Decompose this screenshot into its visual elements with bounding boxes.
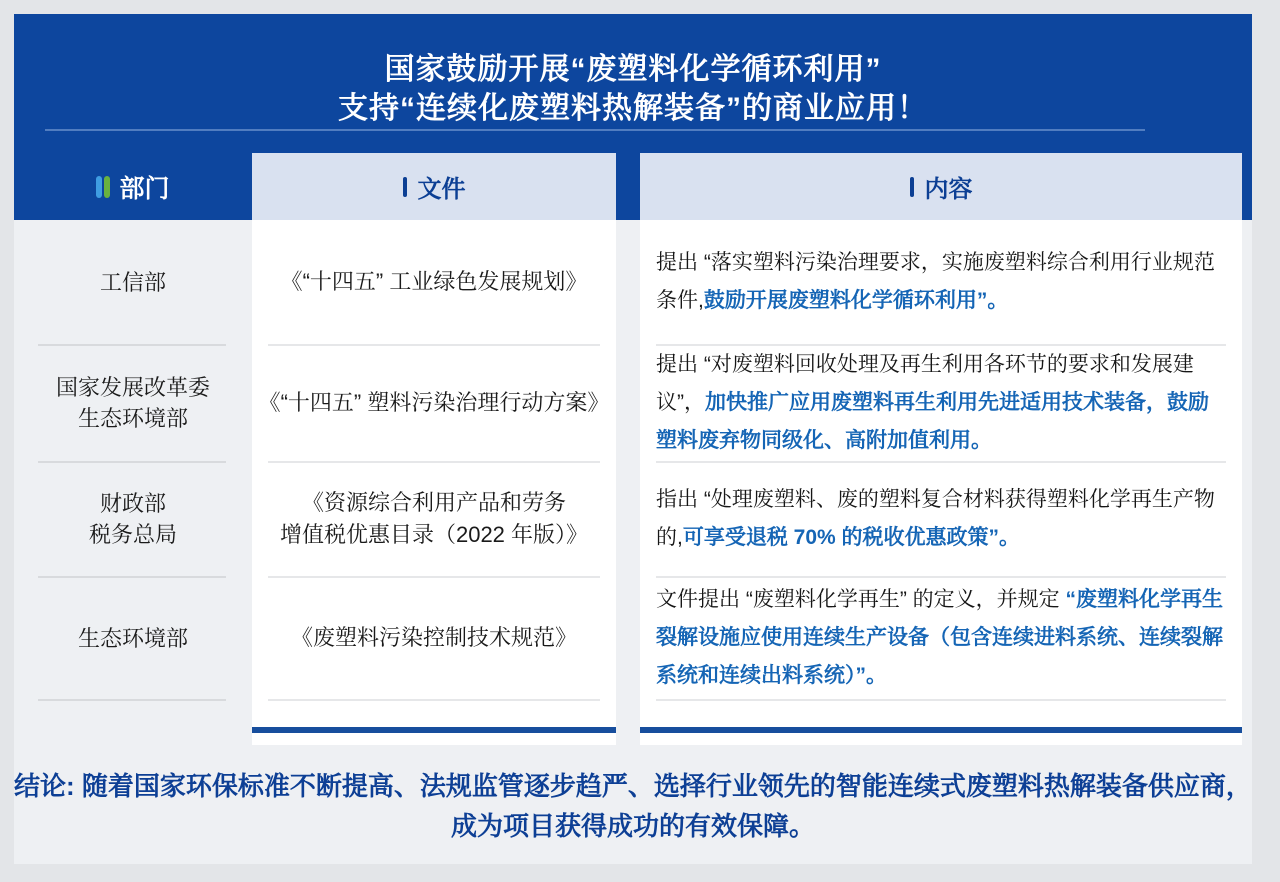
conclusion-text — [14, 766, 1252, 846]
document-title: 《“十四五” 工业绿色发展规划》 — [280, 269, 588, 294]
column-header-department — [14, 153, 252, 220]
content-cell-row3 — [640, 462, 1242, 576]
department-header-label: 部门 — [119, 174, 170, 203]
title-line-1: 国家鼓励开展“废塑料化学循环利用” — [384, 53, 882, 86]
content-highlight: “废塑料化学再生裂解设施应使用连续生产设备（包含连续进料系统、连续裂解系统和连续出料系统）”。 — [656, 588, 1223, 687]
document-cell-row1 — [252, 220, 616, 344]
row-separator — [268, 699, 600, 701]
department-bars-icon — [96, 176, 110, 198]
header-bar-icon — [910, 177, 914, 197]
row-separator — [656, 699, 1226, 701]
document-column-panel — [252, 220, 616, 745]
poster-card — [14, 14, 1252, 864]
content-cell-row1 — [640, 220, 1242, 344]
department-name: 生态环境部 — [77, 625, 188, 651]
row-separator — [38, 699, 226, 701]
document-title: 《资源综合利用产品和劳务 — [301, 490, 566, 515]
content-text: 指出 “处理废塑料、废的塑料复合材料获得塑料化学再生产物的, — [656, 488, 1215, 549]
content-column-panel — [640, 220, 1242, 745]
conclusion-line-2: 成为项目获得成功的有效保障。 — [450, 811, 815, 841]
content-text: 提出 “落实塑料污染治理要求，实施废塑料综合利用行业规范条件, — [656, 251, 1215, 312]
title-line-2: 支持“连续化废塑料热解装备”的商业应用！ — [338, 92, 928, 125]
header-bar-icon — [403, 177, 407, 197]
content-highlight: 加快推广应用废塑料再生利用先进适用技术装备，鼓励塑料废弃物同级化、高附加值利用。 — [656, 391, 1209, 452]
document-title: 增值税优惠目录（2022 年版）》 — [279, 522, 589, 547]
panel-bottom-bar — [640, 727, 1242, 733]
content-text: 提出 “对废塑料回收处理及再生利用各环节的要求和发展建议”， — [656, 353, 1194, 414]
conclusion-line-1: 结论: 随着国家环保标准不断提高、法规监管逐步趋严、选择行业领先的智能连续式废塑料热解装备供应商， — [14, 771, 1252, 801]
department-name: 税务总局 — [88, 522, 177, 547]
document-cell-row2 — [252, 345, 616, 461]
department-name: 国家发展改革委 — [55, 375, 210, 400]
department-cell-row3 — [14, 462, 252, 576]
content-highlight: 鼓励开展废塑料化学循环利用”。 — [703, 289, 1009, 312]
department-cell-row1 — [14, 220, 252, 344]
column-header-content — [640, 153, 1242, 220]
department-cell-row4 — [14, 577, 252, 699]
content-text: 文件提出 “废塑料化学再生” 的定义，并规定 — [656, 588, 1066, 611]
document-cell-row4 — [252, 577, 616, 699]
document-title: 《“十四五” 塑料污染治理行动方案》 — [258, 390, 610, 415]
department-name: 财政部 — [99, 491, 166, 516]
document-header-label: 文件 — [417, 176, 466, 203]
document-title: 《废塑料污染控制技术规范》 — [290, 625, 577, 650]
department-name: 生态环境部 — [77, 406, 188, 431]
content-cell-row4 — [640, 577, 1242, 699]
content-cell-row2 — [640, 345, 1242, 461]
panel-bottom-bar — [252, 727, 616, 733]
page-title — [14, 50, 1252, 128]
title-divider — [45, 129, 1145, 131]
column-header-document — [252, 153, 616, 220]
department-cell-row2 — [14, 345, 252, 461]
document-cell-row3 — [252, 462, 616, 576]
department-name: 工信部 — [99, 269, 166, 295]
content-highlight: 可享受退税 70% 的税收优惠政策”。 — [682, 526, 1021, 549]
content-header-label: 内容 — [924, 176, 973, 203]
